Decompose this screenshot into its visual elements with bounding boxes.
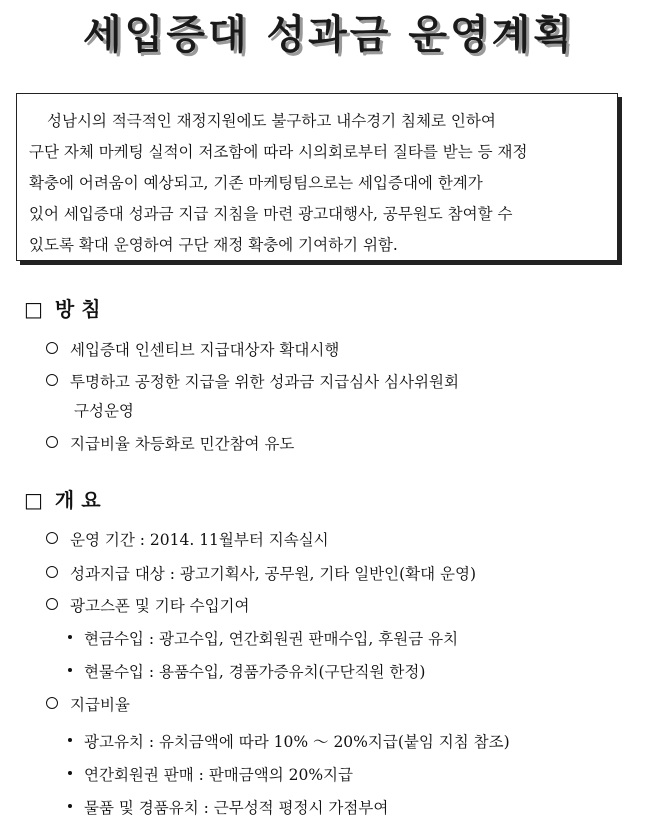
overview-item (46, 528, 329, 550)
policy-item-text: 지급비율 차등화로 민간참여 유도 (70, 435, 295, 453)
policy-item-continuation: 구성운영 (74, 402, 134, 420)
checkbox-square-icon: □ (24, 297, 43, 321)
document-title: 세입증대 성과금 운영계획 (83, 11, 575, 58)
policy-item-text: 세입증대 인센티브 지급대상자 확대시행 (70, 341, 340, 359)
circle-bullet-icon (46, 566, 58, 578)
intro-line: 확충에 어려움이 예상되고, 기존 마케팅팀으로는 세입증대에 한계가 (29, 174, 483, 192)
intro-line: 성남시의 적극적인 재정지원에도 불구하고 내수경기 침체로 인하여 (47, 112, 496, 130)
overview-sub-item (68, 660, 425, 682)
overview-item (46, 693, 130, 715)
dot-bullet-icon (68, 804, 72, 808)
circle-bullet-icon (46, 697, 58, 709)
rate-sub-item-text: 광고유치 : 유치금액에 따라 10% ～ 20%지급(붙임 지침 참조) (84, 733, 510, 751)
rate-sub-item (68, 796, 388, 818)
policy-item (46, 338, 339, 360)
intro-line: 있어 세입증대 성과금 지급 지침을 마련 광고대행사, 공무원도 참여할 수 (29, 205, 513, 223)
policy-item (46, 432, 294, 454)
overview-item-text: 지급비율 (70, 696, 130, 714)
intro-box (16, 93, 618, 261)
circle-bullet-icon (46, 598, 58, 610)
rate-sub-item-text: 연간회원권 판매 : 판매금액의 20%지급 (84, 766, 354, 784)
rate-sub-item (68, 730, 510, 752)
overview-item (46, 562, 476, 584)
circle-bullet-icon (46, 342, 58, 354)
policy-item (46, 370, 459, 392)
section-title: 개 요 (54, 488, 101, 512)
rate-sub-item-text: 물품 및 경품유치 : 근무성적 평정시 가점부여 (84, 799, 389, 817)
section-policy-heading (24, 293, 101, 322)
overview-item (46, 594, 250, 616)
checkbox-square-icon: □ (24, 488, 43, 512)
section-overview-heading (24, 484, 101, 513)
policy-item-text: 투명하고 공정한 지급을 위한 성과금 지급심사 심사위원회 (70, 373, 459, 391)
dot-bullet-icon (68, 738, 72, 742)
dot-bullet-icon (68, 635, 72, 639)
overview-item-text: 광고스폰 및 기타 수입기여 (70, 597, 250, 615)
overview-sub-item (68, 627, 458, 649)
dot-bullet-icon (68, 771, 72, 775)
circle-bullet-icon (46, 374, 58, 386)
overview-item-text: 운영 기간 : 2014. 11월부터 지속실시 (70, 531, 329, 549)
section-title: 방 침 (54, 297, 101, 321)
circle-bullet-icon (46, 436, 58, 448)
intro-line: 있도록 확대 운영하여 구단 재정 확충에 기여하기 위함. (29, 236, 398, 254)
overview-sub-item-text: 현물수입 : 용품수입, 경품가증유치(구단직원 한정) (84, 663, 426, 681)
intro-line: 구단 자체 마케팅 실적이 저조함에 따라 시의회로부터 질타를 받는 등 재정 (29, 143, 528, 161)
dot-bullet-icon (68, 668, 72, 672)
overview-sub-item-text: 현금수입 : 광고수입, 연간회원권 판매수입, 후원금 유치 (84, 630, 459, 648)
rate-sub-item (68, 763, 353, 785)
overview-item-text: 성과지급 대상 : 광고기획사, 공무원, 기타 일반인(확대 운영) (70, 565, 477, 583)
circle-bullet-icon (46, 532, 58, 544)
